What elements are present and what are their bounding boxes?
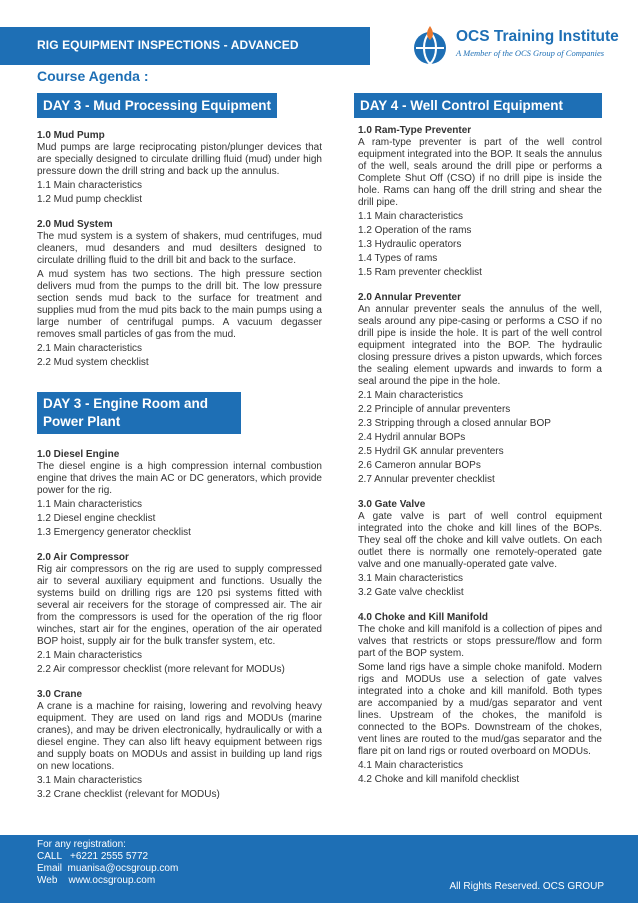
day3-engine-title-line2: Power Plant — [43, 414, 121, 429]
ram-item: 1.1 Main characteristics — [358, 211, 464, 222]
diesel-item: 1.1 Main characteristics — [37, 499, 143, 510]
mud-pump-item: 1.1 Main characteristics — [37, 180, 143, 191]
day3-mud-title: DAY 3 - Mud Processing Equipment — [43, 98, 272, 113]
footer-email: Email muanisa@ocsgroup.com — [37, 863, 179, 874]
annular-item: 2.2 Principle of annular preventers — [358, 404, 511, 415]
ocs-logo — [408, 24, 619, 68]
annular-preventer-heading: 2.0 Annular Preventer — [358, 292, 462, 303]
ram-item: 1.3 Hydraulic operators — [358, 239, 462, 250]
choke-kill-item: 4.2 Choke and kill manifold checklist — [358, 774, 520, 785]
crane-item: 3.2 Crane checklist (relevant for MODUs) — [37, 789, 220, 800]
right-column — [358, 125, 602, 788]
diesel-item: 1.3 Emergency generator checklist — [37, 527, 191, 538]
ram-item: 1.5 Ram preventer checklist — [358, 267, 482, 278]
ram-item: 1.2 Operation of the rams — [358, 225, 472, 236]
choke-kill-text-2: Some land rigs have a simple choke manifold. Modern rigs and MODUs use a selection of gate valves integrated into a choke and kill manifold. Both types are accompanied by a mud/gas separator and vent lines. Upstream of the chokes, the manifold is connected to the BOPs. Downstream of the chokes, vent lines are routed to the mud/gas separator and the flare pit on land rigs or routed overboard on MODUs. — [358, 662, 602, 757]
gate-valve-text: A gate valve is part of well control equipment integrated into the choke and kill lines of the BOPs. They seal off the choke and kill valve outlets. On each outlet there is normally one remotely-operated gate valve and one manually-operated gate valve. — [358, 511, 602, 570]
diesel-item: 1.2 Diesel engine checklist — [37, 513, 156, 524]
choke-kill-heading: 4.0 Choke and Kill Manifold — [358, 612, 489, 623]
footer-contact — [37, 839, 178, 887]
page-title: RIG EQUIPMENT INSPECTIONS - ADVANCED — [37, 38, 299, 52]
left-column-mud — [37, 130, 322, 371]
diesel-text: The diesel engine is a high compression internal combustion engine that drives the main AC or DC generators, which provide power for the rig. — [37, 461, 322, 496]
air-compressor-item: 2.1 Main characteristics — [37, 650, 143, 661]
gate-valve-item: 3.2 Gate valve checklist — [358, 587, 464, 598]
crane-heading: 3.0 Crane — [37, 689, 83, 700]
day4-title: DAY 4 - Well Control Equipment — [360, 98, 564, 113]
ocs-globe-icon — [408, 24, 452, 68]
annular-preventer-text: An annular preventer seals the annulus of the well, seals around any pipe-casing or performs a CSO if no drill pipe is inside the hole. It is part of the well control equipment integrated into the BOP. The hydraulic closing pressure drives a piston upwards, which forces the sealing element upwards and inwards to form a seal around the pipe in the hole. — [358, 304, 602, 387]
crane-item: 3.1 Main characteristics — [37, 775, 143, 786]
footer-rights: All Rights Reserved. OCS GROUP — [449, 881, 604, 892]
mud-system-item: 2.1 Main characteristics — [37, 343, 143, 354]
mud-pump-text: Mud pumps are large reciprocating piston/plunger devices that are specially designed to circulate drilling fluid (mud) under high pressure down the drill string and back up the annulus. — [37, 142, 322, 177]
diesel-heading: 1.0 Diesel Engine — [37, 449, 120, 460]
air-compressor-item: 2.2 Air compressor checklist (more relevant for MODUs) — [37, 664, 285, 675]
day3-mud-header — [37, 93, 277, 118]
gate-valve-heading: 3.0 Gate Valve — [358, 499, 426, 510]
mud-pump-heading: 1.0 Mud Pump — [37, 130, 105, 141]
air-compressor-heading: 2.0 Air Compressor — [37, 552, 129, 563]
ram-preventer-text: A ram-type preventer is part of the well control equipment integrated into the BOP. It seals the annulus of the well, seals around the drill pipe or performs a Complete Shut Off (CSO) if no drill pipe is inside the hole. Rams can hang off the drill string and shear the drill pipe. — [358, 137, 602, 208]
mud-system-text-1: The mud system is a system of shakers, mud centrifuges, mud cleaners, mud desanders and mud desilters designed to circulate drilling fluid to the drill bit and back to the surface. — [37, 231, 322, 266]
day3-engine-header — [37, 392, 241, 434]
day4-header — [354, 93, 602, 118]
day3-engine-title-line1: DAY 3 - Engine Room and — [43, 396, 209, 411]
air-compressor-text: Rig air compressors on the rig are used to supply compressed air to several auxiliary equipment and functions. Usually the systems build on drilling rigs are 120 psi systems fitted with several air receivers for the storage of compressed air. The air from the compressors is used for the operation of the rig floor winches, start air for the engines, operation of the air operated BOP hoist, supply air for the bulk transfer system, etc. — [37, 564, 322, 647]
annular-item: 2.6 Cameron annular BOPs — [358, 460, 481, 471]
annular-item: 2.1 Main characteristics — [358, 390, 464, 401]
course-agenda-title: Course Agenda : — [37, 68, 149, 84]
logo-name: OCS Training Institute — [456, 28, 619, 45]
gate-valve-item: 3.1 Main characteristics — [358, 573, 464, 584]
mud-pump-item: 1.2 Mud pump checklist — [37, 194, 143, 205]
footer-registration-label: For any registration: — [37, 839, 126, 850]
footer-web: Web www.ocsgroup.com — [37, 875, 156, 886]
footer-phone: CALL +6221 2555 5772 — [37, 851, 149, 862]
top-title-bar — [0, 27, 370, 65]
ram-preventer-heading: 1.0 Ram-Type Preventer — [358, 125, 472, 136]
choke-kill-item: 4.1 Main characteristics — [358, 760, 464, 771]
mud-system-item: 2.2 Mud system checklist — [37, 357, 149, 368]
mud-system-text-2: A mud system has two sections. The high pressure section delivers mud from the pumps to the drill bit. The low pressure section sends mud back to the surface for treatment and supplies mud from the mud pits back to the main pumps using a large number of centrifugal pumps. A vacuum degasser removes small particles of gas from the mud. — [37, 269, 322, 340]
choke-kill-text-1: The choke and kill manifold is a collection of pipes and valves that restricts or stops pressure/flow and form part of the BOP system. — [358, 624, 602, 659]
annular-item: 2.3 Stripping through a closed annular BOP — [358, 418, 551, 429]
left-column-engine — [37, 449, 322, 803]
ram-item: 1.4 Types of rams — [358, 253, 438, 264]
logo-tagline: A Member of the OCS Group of Companies — [456, 48, 605, 58]
mud-system-heading: 2.0 Mud System — [37, 219, 113, 230]
annular-item: 2.5 Hydril GK annular preventers — [358, 446, 504, 457]
annular-item: 2.7 Annular preventer checklist — [358, 474, 495, 485]
crane-text: A crane is a machine for raising, lowering and revolving heavy equipment. They are used on land rigs and MODUs (marine cranes), and may be driven electronically, hydraulically or with a diesel engine. They can also lift heavy equipment between rigs and supply boats on MODUs and assist in building up land rigs on new locations. — [37, 701, 322, 772]
annular-item: 2.4 Hydril annular BOPs — [358, 432, 466, 443]
